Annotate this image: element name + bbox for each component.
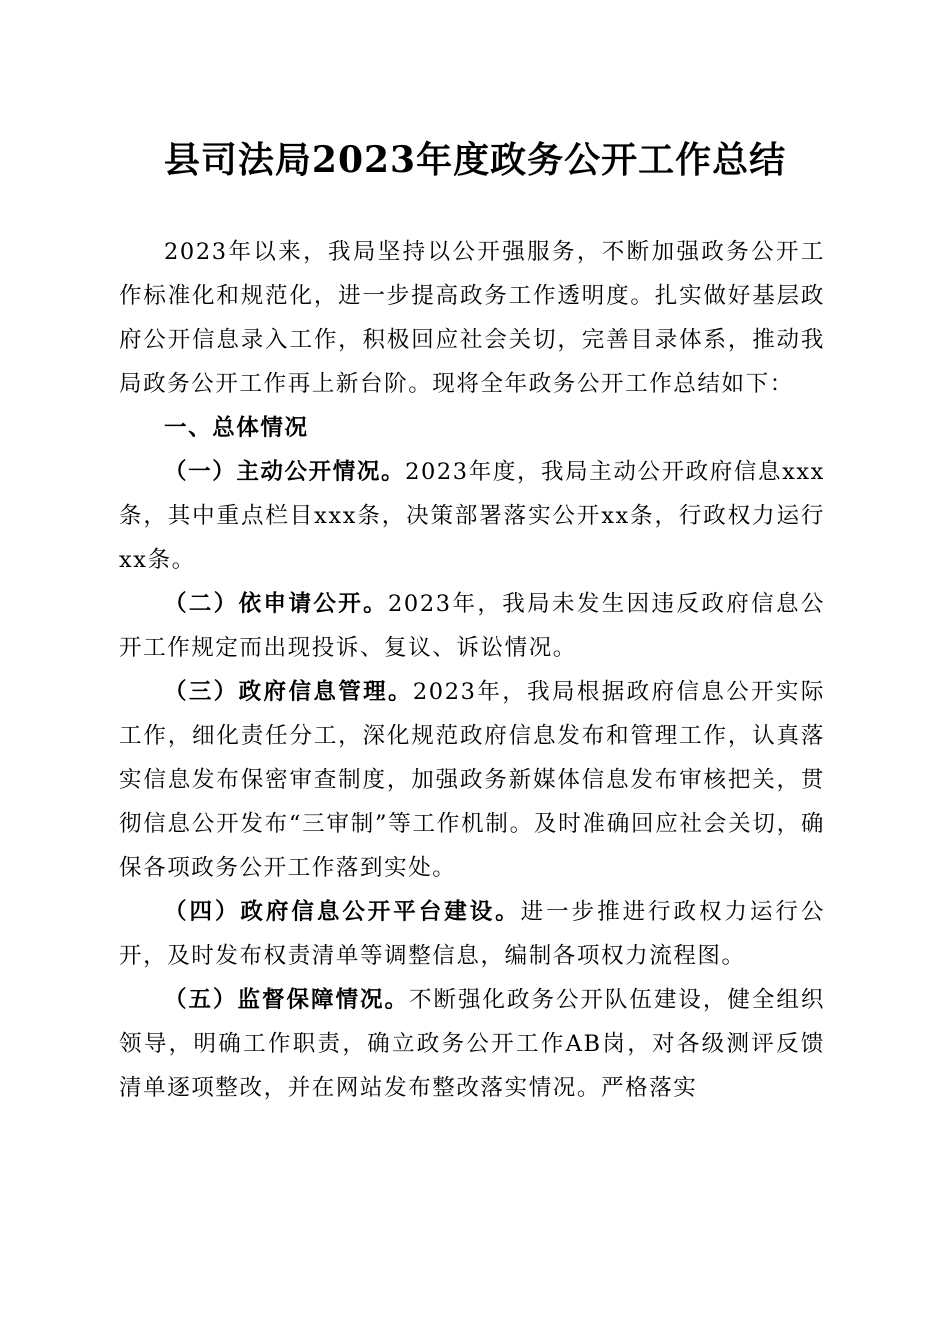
document-body bbox=[119, 230, 825, 1110]
item-lead: （三）政府信息管理。 bbox=[164, 679, 413, 705]
paragraph-item-4 bbox=[119, 890, 825, 978]
item-text: 2023年，我局根据政府信息公开实际工作，细化责任分工，深化规范政府信息发布和管理工作，认真落实信息发布保密审查制度，加强政务新媒体信息发布审核把关，贯彻信息公开发布“三审制”等工作机制。及时准确回应社会关切，确保各项政务公开工作落到实处。 bbox=[119, 679, 825, 881]
item-lead: （四）政府信息公开平台建设。 bbox=[164, 899, 521, 925]
paragraph-item-1 bbox=[119, 450, 825, 582]
item-text: 进一步推进行政权力运行公开，及时发布权责清单等调整信息，编制各项权力流程图。 bbox=[119, 899, 826, 969]
item-lead: （一）主动公开情况。 bbox=[164, 459, 406, 485]
section-heading: 一、总体情况 bbox=[164, 415, 309, 441]
item-lead: （五）监督保障情况。 bbox=[164, 987, 409, 1013]
item-text: 不断强化政务公开队伍建设，健全组织领导，明确工作职责，确立政务公开工作AB岗，对各级测评反馈清单逐项整改，并在网站发布整改落实情况。严格落实 bbox=[119, 987, 825, 1101]
page-title: 县司法局2023年度政务公开工作总结 bbox=[163, 139, 787, 181]
paragraph-item-2 bbox=[119, 582, 825, 670]
paragraph-item-5 bbox=[119, 978, 825, 1110]
item-lead: （二）依申请公开。 bbox=[164, 591, 388, 617]
intro-paragraph: 2023年以来，我局坚持以公开强服务，不断加强政务公开工作标准化和规范化，进一步提高政务工作透明度。扎实做好基层政府公开信息录入工作，积极回应社会关切，完善目录体系，推动我局政务公开工作再上新台阶。现将全年政务公开工作总结如下： bbox=[119, 239, 825, 397]
paragraph-item-3 bbox=[119, 670, 825, 890]
item-text: 2023年，我局未发生因违反政府信息公开工作规定而出现投诉、复议、诉讼情况。 bbox=[119, 591, 825, 661]
item-text: 2023年度，我局主动公开政府信息xxx条，其中重点栏目xxx条，决策部署落实公开xx条，行政权力运行xx条。 bbox=[119, 459, 825, 573]
